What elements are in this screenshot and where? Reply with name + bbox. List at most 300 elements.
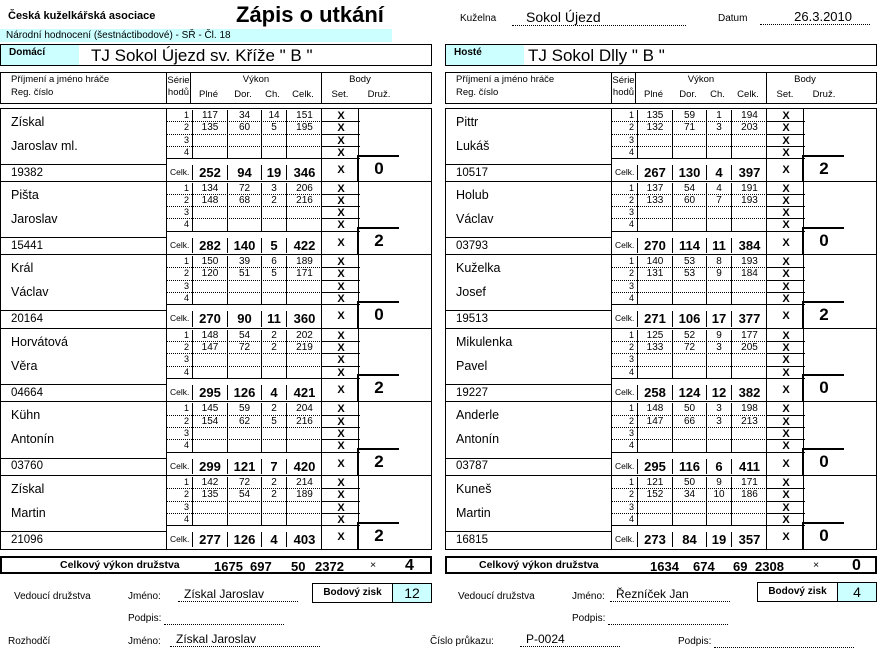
player-reg-number: 19382: [11, 167, 43, 179]
player-points: 0: [819, 378, 829, 398]
home-points-gain: [312, 583, 432, 603]
set-x-mark: X: [767, 281, 805, 293]
throw-number: 2: [183, 489, 189, 500]
throw-row: [167, 122, 322, 134]
reg-divider: [446, 310, 611, 311]
ch-cell: [261, 135, 286, 147]
set-x-mark: X: [337, 236, 345, 249]
set-x-mark: X: [322, 293, 360, 305]
player-total-row: [612, 235, 767, 253]
throw-number: 3: [183, 280, 189, 291]
col-set-label: Set.: [776, 89, 794, 100]
throw-row: [612, 147, 767, 159]
player-reg-number: 15441: [11, 239, 43, 252]
reg-divider: [446, 237, 611, 238]
celk-label: Celk.: [615, 460, 635, 471]
set-x-mark: X: [767, 268, 805, 280]
celk-label: Celk.: [170, 460, 190, 471]
throw-row: [167, 342, 322, 354]
plne-cell: 140: [637, 256, 672, 268]
plne-cell: 135: [192, 122, 227, 134]
throw-number: 3: [628, 501, 634, 512]
throw-number: 3: [183, 501, 189, 512]
player-surname: Kühn: [11, 408, 41, 423]
plne-cell: 271: [637, 311, 672, 326]
throw-number: 4: [183, 440, 189, 451]
player-block: [445, 402, 877, 476]
reg-divider: [1, 310, 166, 311]
player-total-row: [167, 308, 322, 326]
ch-cell: [261, 147, 286, 159]
throw-number: 1: [628, 256, 634, 267]
dor-cell: [227, 293, 261, 305]
ch-cell: [261, 207, 286, 219]
plne-cell: 258: [637, 385, 672, 400]
home-total-x: ×: [370, 559, 377, 571]
dor-cell: 54: [227, 330, 261, 342]
player-points-box: [357, 448, 399, 475]
guest-points-gain-label: Bodový zisk: [758, 583, 838, 601]
plne-cell: 147: [192, 342, 227, 354]
player-total-row: [612, 456, 767, 474]
set-x-mark: X: [322, 256, 360, 268]
throw-row: [612, 195, 767, 207]
set-x-mark: X: [322, 440, 360, 452]
reg-divider: [1, 531, 166, 532]
dor-cell: [672, 502, 706, 514]
dor-cell: 54: [672, 183, 706, 195]
set-x-mark: X: [782, 164, 790, 177]
throw-row: [167, 147, 322, 159]
plne-cell: 133: [637, 195, 672, 207]
player-surname: Mikulenka: [456, 334, 513, 349]
player-total-row: [612, 529, 767, 547]
plne-cell: [192, 135, 227, 147]
col-dor-label: Dor.: [234, 89, 252, 100]
home-signature-label: Podpis:: [128, 613, 162, 624]
player-surname: Kuneš: [456, 482, 492, 496]
set-x-mark: X: [322, 367, 360, 379]
throw-number: 2: [183, 342, 189, 353]
guest-points-gain: [757, 582, 877, 602]
ch-cell: 9: [706, 477, 731, 489]
player-reg-number: 20164: [11, 313, 43, 326]
throw-number: 2: [183, 415, 189, 426]
set-x-mark: X: [322, 416, 360, 428]
association-name: Česká kuželkářská asociace: [8, 10, 156, 22]
set-x-mark: X: [322, 122, 360, 134]
player-points: 2: [374, 231, 384, 251]
player-block: [0, 255, 432, 329]
throw-row: [612, 367, 767, 379]
celk-cell: 213: [731, 416, 767, 428]
set-x-mark: X: [767, 489, 805, 501]
throw-number: 4: [183, 513, 189, 524]
set-column: [766, 182, 804, 255]
throw-row: [167, 330, 322, 342]
throw-row: [612, 207, 767, 219]
celk-label: Celk.: [615, 313, 635, 324]
plne-cell: [637, 219, 672, 231]
player-block: [445, 108, 877, 182]
set-x-mark: X: [767, 477, 805, 489]
throw-row: [612, 330, 767, 342]
throw-row: [167, 135, 322, 147]
dor-cell: 72: [672, 342, 706, 354]
player-points-box: [357, 301, 399, 328]
player-points: 2: [374, 378, 384, 398]
set-x-mark: X: [322, 428, 360, 440]
dor-cell: [227, 219, 261, 231]
throws-grid: [166, 402, 321, 475]
throw-number: 2: [628, 342, 634, 353]
plne-cell: 267: [637, 165, 672, 180]
celk-cell: [286, 440, 322, 452]
celk-cell: 177: [731, 330, 767, 342]
dor-cell: 126: [227, 532, 261, 547]
throw-number: 1: [183, 329, 189, 340]
throw-number: 1: [183, 182, 189, 193]
throw-row: [612, 268, 767, 280]
set-column: [321, 109, 359, 182]
dor-cell: [227, 207, 261, 219]
col-plne-label: Plné: [198, 89, 218, 100]
set-x-mark: X: [767, 183, 805, 195]
ch-cell: 11: [706, 238, 731, 253]
celk-cell: 195: [286, 122, 322, 134]
throw-number: 4: [628, 293, 634, 304]
celk-cell: 422: [286, 238, 322, 253]
throws-grid: [166, 476, 321, 549]
home-signature-line: [164, 624, 284, 625]
set-x-mark: X: [322, 477, 360, 489]
dor-cell: 62: [227, 416, 261, 428]
celk-cell: 203: [731, 122, 767, 134]
throw-number: 2: [628, 194, 634, 205]
set-x-mark: X: [767, 367, 805, 379]
dor-cell: 116: [672, 459, 706, 474]
set-x-mark: X: [782, 457, 790, 470]
player-reg-number: 03793: [456, 239, 488, 252]
dor-cell: 114: [672, 238, 706, 253]
throws-grid: [611, 182, 766, 255]
throw-number: 4: [183, 366, 189, 377]
dor-cell: [227, 428, 261, 440]
col-performance-label: Výkon: [687, 74, 715, 85]
set-column: [321, 329, 359, 402]
col-druz-label: Druž.: [812, 89, 836, 100]
ch-cell: [261, 428, 286, 440]
dor-cell: 60: [227, 122, 261, 134]
ch-cell: 6: [706, 459, 731, 474]
set-x-mark: X: [767, 514, 805, 526]
col-druz-label: Druž.: [367, 89, 391, 100]
player-total-row: [612, 308, 767, 326]
col-series: [166, 73, 191, 103]
plne-cell: [637, 440, 672, 452]
referee-name: Získal Jaroslav: [170, 632, 320, 647]
player-surname: Holub: [456, 187, 489, 202]
guest-signature-label: Podpis:: [572, 613, 606, 624]
dor-cell: 68: [227, 195, 261, 207]
player-block: [445, 182, 877, 256]
celk-label: Celk.: [615, 239, 635, 250]
col-celk-label: Celk.: [292, 89, 314, 100]
guest-team-points: 0: [852, 557, 861, 574]
celk-label: Celk.: [615, 167, 635, 178]
player-firstname: Jaroslav: [11, 211, 58, 226]
ch-cell: 8: [706, 256, 731, 268]
dor-cell: [672, 219, 706, 231]
celk-cell: 384: [731, 238, 767, 253]
ch-cell: 9: [706, 330, 731, 342]
throw-number: 3: [628, 207, 634, 218]
celk-cell: 189: [286, 489, 322, 501]
player-block: [445, 329, 877, 403]
celk-cell: [286, 147, 322, 159]
plne-cell: [637, 502, 672, 514]
ch-cell: [706, 147, 731, 159]
home-total-ch: 50: [291, 559, 306, 574]
celk-cell: [731, 207, 767, 219]
throw-row: [167, 440, 322, 452]
plne-cell: 150: [192, 256, 227, 268]
throw-row: [167, 354, 322, 366]
dor-cell: 50: [672, 477, 706, 489]
dor-cell: 130: [672, 165, 706, 180]
home-total-plne: 1675: [214, 559, 243, 574]
set-x-mark: X: [767, 195, 805, 207]
col-performance-label: Výkon: [242, 74, 270, 85]
dor-cell: 60: [672, 195, 706, 207]
celk-cell: [286, 354, 322, 366]
guest-total-plne: 1634: [650, 559, 679, 574]
player-total-row: [167, 382, 322, 400]
throw-number: 4: [183, 146, 189, 157]
celk-cell: 206: [286, 183, 322, 195]
throw-row: [612, 110, 767, 122]
celk-cell: 357: [731, 532, 767, 547]
set-x-mark: X: [782, 236, 790, 249]
set-x-mark: X: [322, 195, 360, 207]
col-ch-label: Ch.: [265, 89, 280, 100]
referee-signature-label: Podpis:: [678, 636, 712, 647]
player-points: 0: [374, 304, 384, 324]
player-surname: Získal: [11, 482, 45, 496]
throws-grid: [611, 476, 766, 549]
dor-cell: [672, 135, 706, 147]
celk-cell: [731, 354, 767, 366]
guest-total-dor: 674: [693, 559, 715, 574]
set-x-mark: X: [322, 281, 360, 293]
celk-label: Celk.: [170, 386, 190, 397]
throw-row: [612, 342, 767, 354]
celk-cell: 377: [731, 311, 767, 326]
set-x-mark: X: [767, 147, 805, 159]
col-series-label-1: Série: [167, 75, 190, 86]
throw-row: [612, 256, 767, 268]
set-x-mark: X: [322, 403, 360, 415]
guest-total-celk: 2308: [755, 559, 784, 574]
ch-cell: [261, 502, 286, 514]
player-points: 2: [819, 158, 829, 178]
ch-cell: 2: [261, 489, 286, 501]
celk-cell: 202: [286, 330, 322, 342]
celk-cell: 421: [286, 385, 322, 400]
player-block: [0, 108, 432, 182]
throw-number: 4: [183, 293, 189, 304]
throw-number: 2: [628, 415, 634, 426]
throw-number: 3: [628, 354, 634, 365]
col-plne-label: Plné: [643, 89, 663, 100]
set-x-mark: X: [767, 122, 805, 134]
dor-cell: 72: [227, 183, 261, 195]
throw-number: 1: [183, 256, 189, 267]
celk-cell: [731, 440, 767, 452]
celk-cell: 411: [731, 459, 767, 474]
throw-row: [612, 122, 767, 134]
home-team-total: [0, 556, 432, 574]
plne-cell: 270: [192, 311, 227, 326]
card-number-label: Číslo průkazu:: [430, 636, 494, 647]
home-team-tag: Domácí: [1, 45, 79, 65]
player-points: 2: [819, 304, 829, 324]
throws-grid: [166, 329, 321, 402]
plne-cell: 148: [192, 330, 227, 342]
ch-cell: 3: [706, 342, 731, 354]
referee-label: Rozhodčí: [8, 636, 51, 647]
plne-cell: [637, 281, 672, 293]
plne-cell: 152: [637, 489, 672, 501]
ch-cell: [261, 281, 286, 293]
guest-column-header: [445, 72, 877, 104]
celk-cell: 216: [286, 195, 322, 207]
set-column: [766, 255, 804, 328]
throw-number: 3: [183, 354, 189, 365]
dor-cell: 84: [672, 532, 706, 547]
player-firstname: Pavel: [456, 358, 488, 373]
throw-number: 4: [628, 219, 634, 230]
player-firstname: Martin: [11, 506, 46, 520]
guest-team-box: [445, 44, 877, 66]
player-block: [0, 476, 432, 550]
throw-number: 4: [628, 513, 634, 524]
player-surname: Král: [11, 261, 34, 276]
plne-cell: [637, 135, 672, 147]
ch-cell: 19: [261, 165, 286, 180]
home-team-points: 4: [405, 557, 414, 574]
set-x-mark: X: [767, 416, 805, 428]
col-dor-label: Dor.: [679, 89, 697, 100]
throw-row: [612, 183, 767, 195]
throw-number: 2: [183, 268, 189, 279]
set-x-mark: X: [322, 514, 360, 526]
set-column: [766, 476, 804, 549]
player-firstname: Václav: [456, 211, 494, 226]
reg-divider: [446, 164, 611, 165]
throw-number: 1: [628, 477, 634, 487]
celk-label: Celk.: [170, 167, 190, 178]
set-x-mark: X: [322, 219, 360, 231]
card-number: P-0024: [520, 632, 620, 647]
home-column-header: [0, 72, 432, 104]
throw-number: 2: [183, 122, 189, 133]
ch-cell: 12: [706, 385, 731, 400]
ch-cell: [706, 293, 731, 305]
player-surname: Anderle: [456, 408, 500, 423]
ch-cell: 4: [706, 165, 731, 180]
plne-cell: [192, 514, 227, 526]
celk-cell: [286, 135, 322, 147]
celk-cell: 198: [731, 403, 767, 415]
plne-cell: 117: [192, 110, 227, 122]
home-team-box: [0, 44, 432, 66]
plne-cell: 147: [637, 416, 672, 428]
ch-cell: [706, 428, 731, 440]
plne-cell: 133: [637, 342, 672, 354]
set-x-mark: X: [322, 342, 360, 354]
dor-cell: 39: [227, 256, 261, 268]
ch-cell: 5: [261, 268, 286, 280]
set-x-mark: X: [337, 531, 345, 544]
set-x-mark: X: [782, 310, 790, 323]
player-firstname: Martin: [456, 506, 491, 520]
celk-label: Celk.: [170, 239, 190, 250]
throw-number: 3: [183, 207, 189, 218]
ch-cell: [706, 514, 731, 526]
set-x-mark: X: [322, 489, 360, 501]
ch-cell: [261, 367, 286, 379]
plne-cell: [192, 147, 227, 159]
dor-cell: [672, 147, 706, 159]
player-points-box: [802, 301, 844, 328]
player-total-row: [612, 162, 767, 180]
player-surname: Pittr: [456, 115, 479, 129]
celk-cell: [286, 293, 322, 305]
throw-row: [167, 489, 322, 501]
player-firstname: Věra: [11, 358, 38, 373]
ch-cell: 14: [261, 110, 286, 122]
player-points-box: [802, 522, 844, 549]
ch-cell: [706, 502, 731, 514]
reg-divider: [446, 384, 611, 385]
set-x-mark: X: [767, 207, 805, 219]
throw-number: 3: [628, 134, 634, 145]
reg-divider: [446, 458, 611, 459]
throw-number: 4: [628, 440, 634, 451]
dor-cell: [672, 354, 706, 366]
dor-cell: 54: [227, 489, 261, 501]
col-body-label: Body: [794, 74, 816, 85]
celk-cell: 346: [286, 165, 322, 180]
ch-cell: [706, 281, 731, 293]
ch-cell: 2: [261, 342, 286, 354]
throw-number: 1: [183, 403, 189, 414]
player-reg-number: 19513: [456, 313, 488, 326]
throw-row: [167, 268, 322, 280]
throws-grid: [611, 402, 766, 475]
dor-cell: [672, 428, 706, 440]
ch-cell: 9: [706, 268, 731, 280]
celk-cell: [286, 502, 322, 514]
dor-cell: 106: [672, 311, 706, 326]
plne-cell: 135: [637, 110, 672, 122]
ch-cell: 6: [261, 256, 286, 268]
set-x-mark: X: [322, 135, 360, 147]
throw-number: 1: [628, 329, 634, 340]
ch-cell: 3: [706, 403, 731, 415]
col-set-label: Set.: [331, 89, 349, 100]
